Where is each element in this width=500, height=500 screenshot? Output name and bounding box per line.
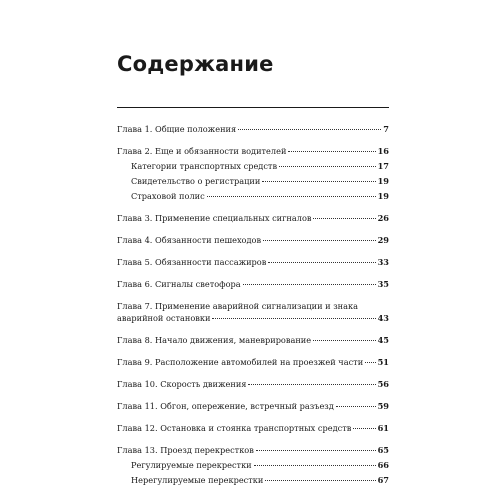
toc-entry-page: 59 — [377, 401, 389, 411]
toc-leader — [243, 284, 376, 285]
toc-subentry[interactable] — [131, 459, 389, 471]
toc-subentry[interactable] — [131, 474, 389, 486]
toc-entry[interactable] — [117, 378, 389, 390]
toc-entry-page: 51 — [377, 357, 389, 367]
toc-entry[interactable] — [117, 234, 389, 246]
toc-entry-page: 65 — [377, 445, 389, 455]
toc-entry-text: Глава 6. Сигналы светофора — [117, 279, 241, 289]
toc-leader — [313, 218, 375, 219]
toc-entry-page: 29 — [377, 235, 389, 245]
toc-entry-text: Глава 2. Еще и обязанности водителей — [117, 146, 287, 156]
toc-entry-text: Глава 9. Расположение автомобилей на проезжей части — [117, 357, 364, 367]
toc-entry-text: Глава 8. Начало движения, маневрирование — [117, 335, 312, 345]
toc-leader — [288, 151, 375, 152]
toc-subentry[interactable] — [131, 190, 389, 202]
toc-entry[interactable] — [117, 400, 389, 412]
toc-leader — [265, 480, 375, 481]
toc-entry[interactable] — [117, 278, 389, 290]
toc-entry-text: Свидетельство о регистрации — [131, 176, 261, 186]
toc-entry[interactable] — [117, 212, 389, 224]
toc-entry[interactable] — [117, 256, 389, 268]
toc-entry-text: Категории транспортных средств — [131, 161, 278, 171]
toc-leader — [262, 181, 375, 182]
toc-entry[interactable] — [117, 356, 389, 368]
toc-leader — [207, 196, 376, 197]
table-of-contents — [117, 115, 389, 486]
toc-entry-text: Глава 4. Обязанности пешеходов — [117, 235, 262, 245]
toc-leader — [365, 362, 375, 363]
toc-entry-page: 35 — [377, 279, 389, 289]
toc-entry-page: 26 — [377, 213, 389, 223]
toc-entry[interactable] — [117, 334, 389, 346]
title-rule — [117, 107, 389, 108]
toc-entry-page: 45 — [377, 335, 389, 345]
toc-entry-text-line1: Глава 7. Применение аварийной сигнализации и знака — [117, 301, 359, 311]
toc-entry-page: 43 — [377, 313, 389, 323]
toc-entry-text: аварийной остановки — [117, 313, 211, 323]
toc-entry-page: 56 — [377, 379, 389, 389]
toc-entry-page: 7 — [383, 124, 389, 134]
toc-leader — [212, 318, 375, 319]
toc-leader — [279, 166, 376, 167]
toc-entry-page: 66 — [377, 460, 389, 470]
toc-entry-page: 67 — [377, 475, 389, 485]
toc-entry[interactable] — [117, 300, 389, 324]
toc-entry[interactable] — [117, 444, 389, 456]
toc-leader — [353, 428, 375, 429]
toc-leader — [256, 450, 376, 451]
toc-subentry[interactable] — [131, 160, 389, 172]
toc-entry-page: 61 — [377, 423, 389, 433]
toc-entry-page: 16 — [377, 146, 389, 156]
toc-leader — [238, 129, 381, 130]
toc-entry-page: 33 — [377, 257, 389, 267]
toc-entry[interactable] — [117, 422, 389, 434]
toc-leader — [313, 340, 375, 341]
toc-entry-text: Глава 5. Обязанности пассажиров — [117, 257, 267, 267]
toc-entry-text: Глава 1. Общие положения — [117, 124, 237, 134]
toc-entry-page: 17 — [377, 161, 389, 171]
toc-entry-page: 19 — [377, 191, 389, 201]
toc-subentry[interactable] — [131, 175, 389, 187]
toc-leader — [336, 406, 376, 407]
toc-entry-text: Глава 12. Остановка и стоянка транспортных средств — [117, 423, 352, 433]
toc-entry-text: Нерегулируемые перекрестки — [131, 475, 264, 485]
toc-entry-text: Глава 11. Обгон, опережение, встречный разъезд — [117, 401, 334, 411]
toc-entry-page: 19 — [377, 176, 389, 186]
toc-entry-text: Глава 10. Скорость движения — [117, 379, 247, 389]
toc-leader — [254, 465, 376, 466]
toc-leader — [268, 262, 375, 263]
toc-entry[interactable] — [117, 145, 389, 157]
toc-entry-text: Глава 13. Проезд перекрестков — [117, 445, 254, 455]
toc-entry-text: Регулируемые перекрестки — [131, 460, 252, 470]
toc-entry-text: Страховой полис — [131, 191, 205, 201]
page-title: Содержание — [117, 52, 274, 76]
toc-entry-text: Глава 3. Применение специальных сигналов — [117, 213, 312, 223]
toc-leader — [263, 240, 376, 241]
toc-leader — [248, 384, 375, 385]
toc-entry[interactable] — [117, 123, 389, 135]
